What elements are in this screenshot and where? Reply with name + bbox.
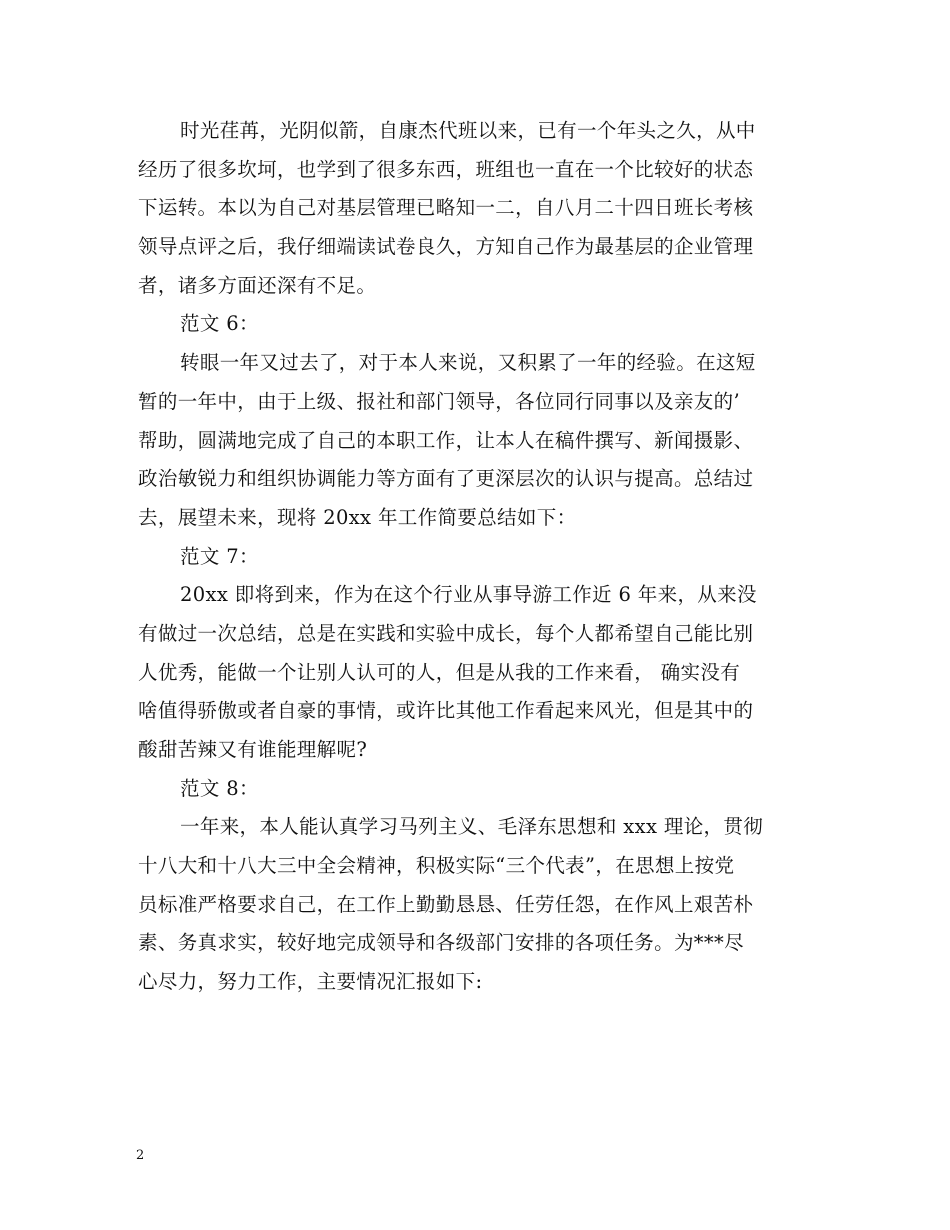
page-number: 2 (136, 1148, 145, 1163)
paragraph-8-line-5: 心尽力，努力工作，主要情况汇报如下: (138, 970, 483, 994)
paragraph-6-line-2: 暂的一年中，由于上级、报社和部门领导，各位同行同事以及亲友的’ (138, 389, 741, 413)
paragraph-6-line-5: 去，展望未来，现将 20xx 年工作简要总结如下： (138, 505, 577, 529)
paragraph-1-line-4: 领导点评之后，我仔细端读试卷良久，方知自己作为最基层的企业管理 (138, 235, 754, 259)
paragraph-8-line-1: 一年来，本人能认真学习马列主义、毛泽东思想和 xxx 理论，贯彻 (180, 815, 764, 839)
paragraph-8-line-2: 十八大和十八大三中全会精神，积极实际“三个代表”，在思想上按党 (138, 854, 735, 878)
paragraph-1-line-3: 下运转。本以为自己对基层管理已略知一二，自八月二十四日班长考核 (138, 196, 754, 220)
body-text (138, 112, 818, 1002)
paragraph-8-line-3: 员标准严格要求自己，在工作上勤勤恳恳、任劳任怨，在作风上艰苦朴 (138, 892, 754, 916)
section-heading-7: 范文 7： (180, 544, 259, 568)
paragraph-7-line-4: 啥值得骄傲或者自豪的事情，或许比其他工作看起来风光，但是其中的 (138, 699, 754, 723)
paragraph-7-line-3: 人优秀，能做一个让别人认可的人，但是从我的工作来看， 确实没有 (138, 660, 741, 684)
paragraph-1-line-2: 经历了很多坎坷，也学到了很多东西，班组也一直在一个比较好的状态 (138, 157, 754, 181)
paragraph-6-line-1: 转眼一年又过去了，对于本人来说，又积累了一年的经验。在这短 (180, 351, 756, 375)
paragraph-1-line-5: 者，诸多方面还深有不足。 (138, 273, 377, 297)
paragraph-6-line-4: 政治敏锐力和组织协调能力等方面有了更深层次的认识与提高。总结过 (138, 467, 754, 491)
paragraph-7-line-1: 20xx 即将到来，作为在这个行业从事导游工作近 6 年来，从来没 (180, 583, 757, 607)
paragraph-8-line-4: 素、务真求实，较好地完成领导和各级部门安排的各项任务。为***尽 (138, 931, 744, 955)
paragraph-7-line-5: 酸甜苦辣又有谁能理解呢? (138, 738, 368, 761)
paragraph-7-line-2: 有做过一次总结，总是在实践和实验中成长，每个人都希望自己能比别 (138, 621, 754, 645)
paragraph-1-line-1: 时光荏苒，光阴似箭，自康杰代班以来，已有一个年头之久，从中 (180, 119, 756, 142)
section-heading-8: 范文 8： (180, 776, 259, 800)
paragraph-6-line-3: 帮助，圆满地完成了自己的本职工作，让本人在稿件撰写、新闻摄影、 (138, 428, 754, 452)
section-heading-6: 范文 6： (180, 312, 259, 336)
